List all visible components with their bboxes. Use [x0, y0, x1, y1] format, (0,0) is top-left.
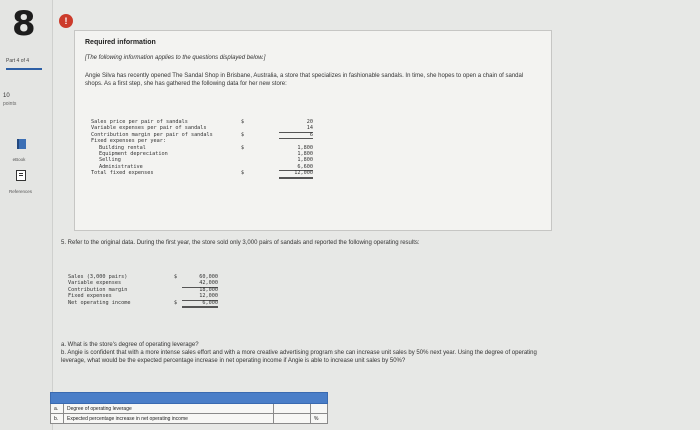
row-label: Building rental	[99, 144, 146, 151]
row-label: Sales price per pair of sandals	[91, 119, 188, 125]
table-row	[91, 170, 313, 176]
row-value: 20	[306, 119, 313, 125]
row-value: 12,000	[182, 293, 218, 300]
row-dollar: $	[241, 170, 245, 177]
row-label: Expected percentage increase in net operating income	[64, 414, 274, 424]
question-number: 8	[12, 4, 36, 44]
operating-results-table	[68, 274, 218, 306]
row-label: Equipment depreciation	[99, 150, 168, 157]
row-label: Net operating income	[68, 299, 131, 306]
references-icon	[16, 170, 26, 181]
table-row	[68, 300, 218, 306]
answer-table	[50, 392, 328, 424]
row-value: 18,000	[199, 286, 218, 293]
answer-row-b	[51, 414, 328, 424]
row-value: 1,800	[297, 157, 313, 164]
card-intro: Angie Silva has recently opened The Sandal Shop in Brisbane, Australia, a store that specializes in fashionable sandals. In time, she hopes to open a chain of sandal shops. As a first step, she has gathered the following data for her new store:	[85, 73, 524, 87]
row-letter: a.	[51, 404, 64, 414]
row-label: Selling	[99, 157, 121, 164]
degree-of-operating-leverage-input[interactable]	[274, 404, 311, 414]
ebook-label: eBook	[12, 157, 26, 162]
row-value: 60,000	[199, 274, 218, 280]
answer-table-header	[51, 393, 328, 404]
row-value: 6,000	[182, 300, 218, 308]
row-unit	[311, 404, 328, 414]
row-label: Administrative	[99, 163, 143, 170]
row-label: Total fixed expenses	[91, 170, 154, 177]
row-value: 1,800	[297, 144, 313, 151]
row-label: Sales (3,000 pairs)	[68, 274, 128, 280]
row-value: 6,600	[279, 164, 313, 171]
row-label: Variable expenses per pair of sandals	[91, 125, 207, 132]
row-label: Contribution margin	[68, 286, 128, 293]
row-value: 6	[279, 132, 313, 139]
row-dollar: $	[241, 144, 245, 151]
question-sidebar	[0, 0, 53, 430]
points-value: 10	[3, 93, 10, 99]
ebook-icon	[17, 139, 26, 149]
row-label: Contribution margin per pair of sandals	[91, 131, 213, 138]
points-label: points	[3, 101, 17, 107]
part-progress-bar	[6, 68, 42, 70]
header-cell	[51, 393, 328, 404]
row-value: 1,800	[297, 150, 313, 157]
card-note: [The following information applies to the questions displayed below.]	[85, 55, 266, 61]
row-label: Variable expenses	[68, 280, 122, 287]
references-label: References	[9, 189, 33, 194]
row-label: Fixed expenses	[68, 293, 112, 300]
ebook-link[interactable]	[13, 136, 29, 162]
row-dollar: $	[174, 274, 178, 280]
row-unit: %	[311, 414, 328, 424]
part-indicator: Part 4 of 4	[6, 58, 30, 64]
row-dollar: $	[174, 299, 178, 306]
row-dollar: $	[241, 131, 245, 138]
row-letter: b.	[51, 414, 64, 424]
sub-questions	[61, 341, 541, 365]
row-value: 12,000	[279, 170, 313, 178]
card-title: Required information	[85, 39, 156, 46]
question-b-text: b. Angie is confident that with a more intense sales effort and with a more creative advertising program she can increase unit sales by 50% next year. Using the degree of operating leverage, what would be the expected percentage increase in net operating income if Angie is able to increase unit sales by 50%?	[61, 350, 537, 364]
required-information-card	[74, 30, 552, 231]
row-value: 14	[279, 125, 313, 132]
row-label: Degree of operating leverage	[64, 404, 274, 414]
row-dollar: $	[241, 119, 245, 125]
question-5-text: 5. Refer to the original data. During the first year, the store sold only 3,000 pairs of sandals and reported the following operating results:	[61, 240, 420, 246]
row-value: 42,000	[182, 280, 218, 287]
answer-row-a	[51, 404, 328, 414]
alert-icon: !	[59, 14, 73, 28]
row-label: Fixed expenses per year:	[91, 138, 166, 145]
references-link[interactable]	[9, 168, 33, 194]
store-data-table	[91, 119, 313, 177]
expected-percentage-increase-input[interactable]	[274, 414, 311, 424]
question-a-text: a. What is the store's degree of operating leverage?	[61, 342, 199, 348]
